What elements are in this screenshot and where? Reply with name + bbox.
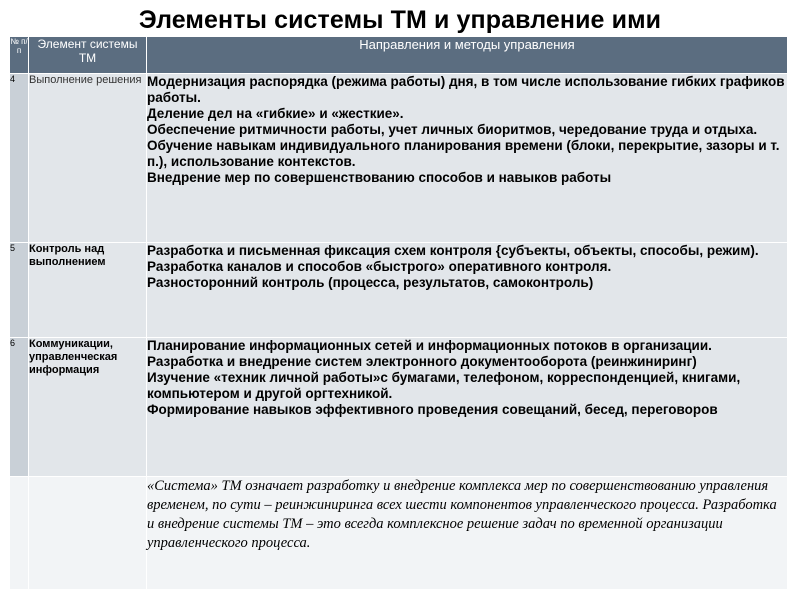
summary-note: «Система» ТМ означает разработку и внедрение комплекса мер по совершенствованию управления временем, по сути – реинжиниринга всех шести компонентов управленческого процесса. Разработка и внедрение системы ТМ – это всегда комплексное решение задач по временной организации управленческого процесса. [147,477,788,590]
header-element: Элемент системы ТМ [29,37,147,74]
direction-line: Разработка каналов и способов «быстрого» оперативного контроля. [147,259,612,274]
direction-line: Планирование информационных сетей и информационных потоков в организации. [147,338,712,353]
direction-line: Формирование навыков эффективного проведения совещаний, бесед, переговоров [147,402,718,417]
row-num: 4 [10,74,29,243]
table-header-row [10,37,788,74]
direction-line: Модернизация распорядка (режима работы) дня, в том числе использование гибких графиков работы. [147,74,785,105]
header-directions: Направления и методы управления [147,37,788,74]
direction-line: Обучение навыкам индивидуального планирования времени (блоки, перекрытие, зазоры и т. п.), использование контекстов. [147,138,780,169]
row-element: Коммуникации, управленческая информация [29,338,147,477]
direction-line: Разносторонний контроль (процесса, результатов, самоконтроль) [147,275,594,290]
empty-num-cell [10,477,29,590]
row-element: Контроль над выполнением [29,243,147,338]
direction-line: Внедрение мер по совершенствованию способов и навыков работы [147,170,612,185]
tm-table [9,36,788,590]
row-num: 5 [10,243,29,338]
direction-line: Разработка и внедрение систем электронного документооборота (реинжиниринг) [147,354,697,369]
table-row [10,243,788,338]
header-num: № п/п [10,37,29,74]
table-row-note [10,477,788,590]
empty-element-cell [29,477,147,590]
direction-line: Разработка и письменная фиксация схем контроля {субъекты, объекты, способы, режим). [147,243,759,258]
direction-line: Изучение «техник личной работы»с бумагами, телефоном, корреспонденцией, книгами, компьютером и другой оргтехникой. [147,370,741,401]
page-title: Элементы системы ТМ и управление ими [138,6,662,34]
row-directions [147,338,788,477]
row-directions [147,243,788,338]
row-element: Выполнение решения [29,74,147,243]
direction-line: Обеспечение ритмичности работы, учет личных биоритмов, чередование труда и отдыха. [147,122,758,137]
row-num: 6 [10,338,29,477]
direction-line: Деление дел на «гибкие» и «жесткие». [147,106,404,121]
table-row [10,74,788,243]
table-row [10,338,788,477]
row-directions [147,74,788,243]
